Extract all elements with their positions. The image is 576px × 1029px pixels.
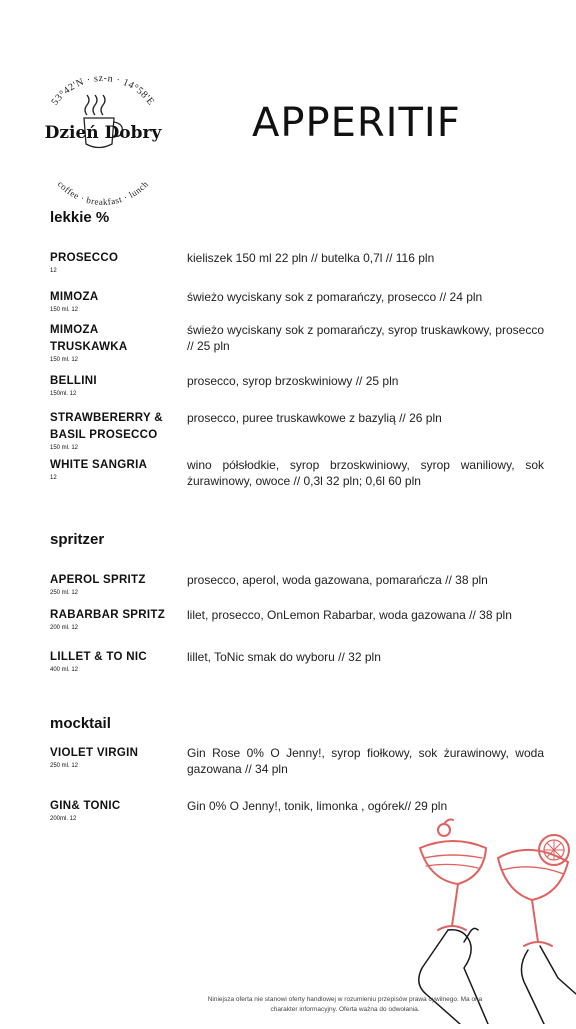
item-volume: 250 ml. 12	[50, 763, 79, 769]
page-title: APPERITIF	[252, 100, 461, 146]
item-volume: 12	[50, 475, 57, 481]
item-volume: 150 ml. 12	[50, 357, 79, 363]
item-volume: 150ml. 12	[50, 391, 77, 397]
logo-tagline: coffee · breakfast · lunch	[55, 178, 151, 208]
item-name: STRAWBERERRY & BASIL PROSECCO 150 ml. 12	[50, 410, 175, 452]
item-description: świeżo wyciskany sok z pomarańczy, syrop truskawkowy, prosecco // 25 pln	[187, 323, 544, 353]
item-name: APEROL SPRITZ 250 ml. 12	[50, 572, 175, 597]
item-description: prosecco, puree truskawkowe z bazylią // 26 pln	[187, 411, 442, 425]
cafe-logo	[28, 58, 178, 208]
item-volume: 12	[50, 268, 57, 274]
section-title-mocktail: mocktail	[50, 715, 111, 732]
item-volume: 250 ml. 12	[50, 590, 79, 596]
item-description: Gin 0% O Jenny!, tonik, limonka , ogórek// 29 pln	[187, 799, 448, 813]
logo-name: Dzień Dobry	[44, 123, 162, 143]
item-name: WHITE SANGRIA 12	[50, 457, 175, 482]
logo-coordinates: 53°42'N · sz-n · 14°58'E	[49, 72, 157, 108]
item-volume: 200ml. 12	[50, 816, 77, 822]
item-name: GIN& TONIC 200ml. 12	[50, 798, 175, 823]
item-volume: 150 ml. 12	[50, 307, 79, 313]
section-title-lekkie: lekkie %	[50, 209, 110, 226]
item-description: lillet, ToNic smak do wyboru // 32 pln	[187, 650, 381, 664]
item-description: prosecco, aperol, woda gazowana, pomarańcza // 38 pln	[187, 573, 488, 587]
section-title-spritzer: spritzer	[50, 531, 105, 548]
item-name: MIMOZA 150 ml. 12	[50, 289, 175, 314]
item-description: prosecco, syrop brzoskwiniowy // 25 pln	[187, 374, 399, 388]
item-name: LILLET & TO NIC 400 ml. 12	[50, 649, 175, 674]
item-name: MIMOZA TRUSKAWKA 150 ml. 12	[50, 322, 140, 364]
svg-text:53°42'N · sz-n · 14°58'E	[50, 73, 157, 108]
legal-disclaimer: Niniejsza oferta nie stanowi oferty handlowej w rozumieniu przepisów prawa cywilnego. Ma ona charakter informacyjny. Oferta ważna do odwołania.	[207, 996, 483, 1013]
svg-text:coffee · breakfast · lunch	[56, 179, 151, 207]
cherry-icon	[438, 824, 450, 836]
item-volume: 150 ml. 12	[50, 445, 79, 451]
item-name: RABARBAR SPRITZ 200 ml. 12	[50, 607, 175, 632]
item-volume: 200 ml. 12	[50, 625, 79, 631]
item-name: PROSECCO 12	[50, 250, 175, 275]
item-name: BELLINI 150ml. 12	[50, 373, 175, 398]
item-description: kieliszek 150 ml 22 pln // butelka 0,7l // 116 pln	[187, 251, 435, 265]
item-description: wino półsłodkie, syrop brzoskwiniowy, syrop waniliowy, sok żurawinowy, owoce // 0,3l 32 pln; 0,6l 60 pln	[187, 458, 544, 488]
item-volume: 400 ml. 12	[50, 667, 79, 673]
glass-icon	[420, 841, 486, 884]
item-description: lilet, prosecco, OnLemon Rabarbar, woda gazowana // 38 pln	[187, 608, 512, 622]
item-description: świeżo wyciskany sok z pomarańczy, prosecco // 24 pln	[187, 290, 483, 304]
item-name: VIOLET VIRGIN 250 ml. 12	[50, 745, 175, 770]
glass-icon	[498, 850, 568, 900]
cocktail-toast-illustration	[408, 818, 576, 1024]
item-description: Gin Rose 0% O Jenny!, syrop fiołkowy, sok żurawinowy, woda gazowana // 34 pln	[187, 746, 544, 776]
